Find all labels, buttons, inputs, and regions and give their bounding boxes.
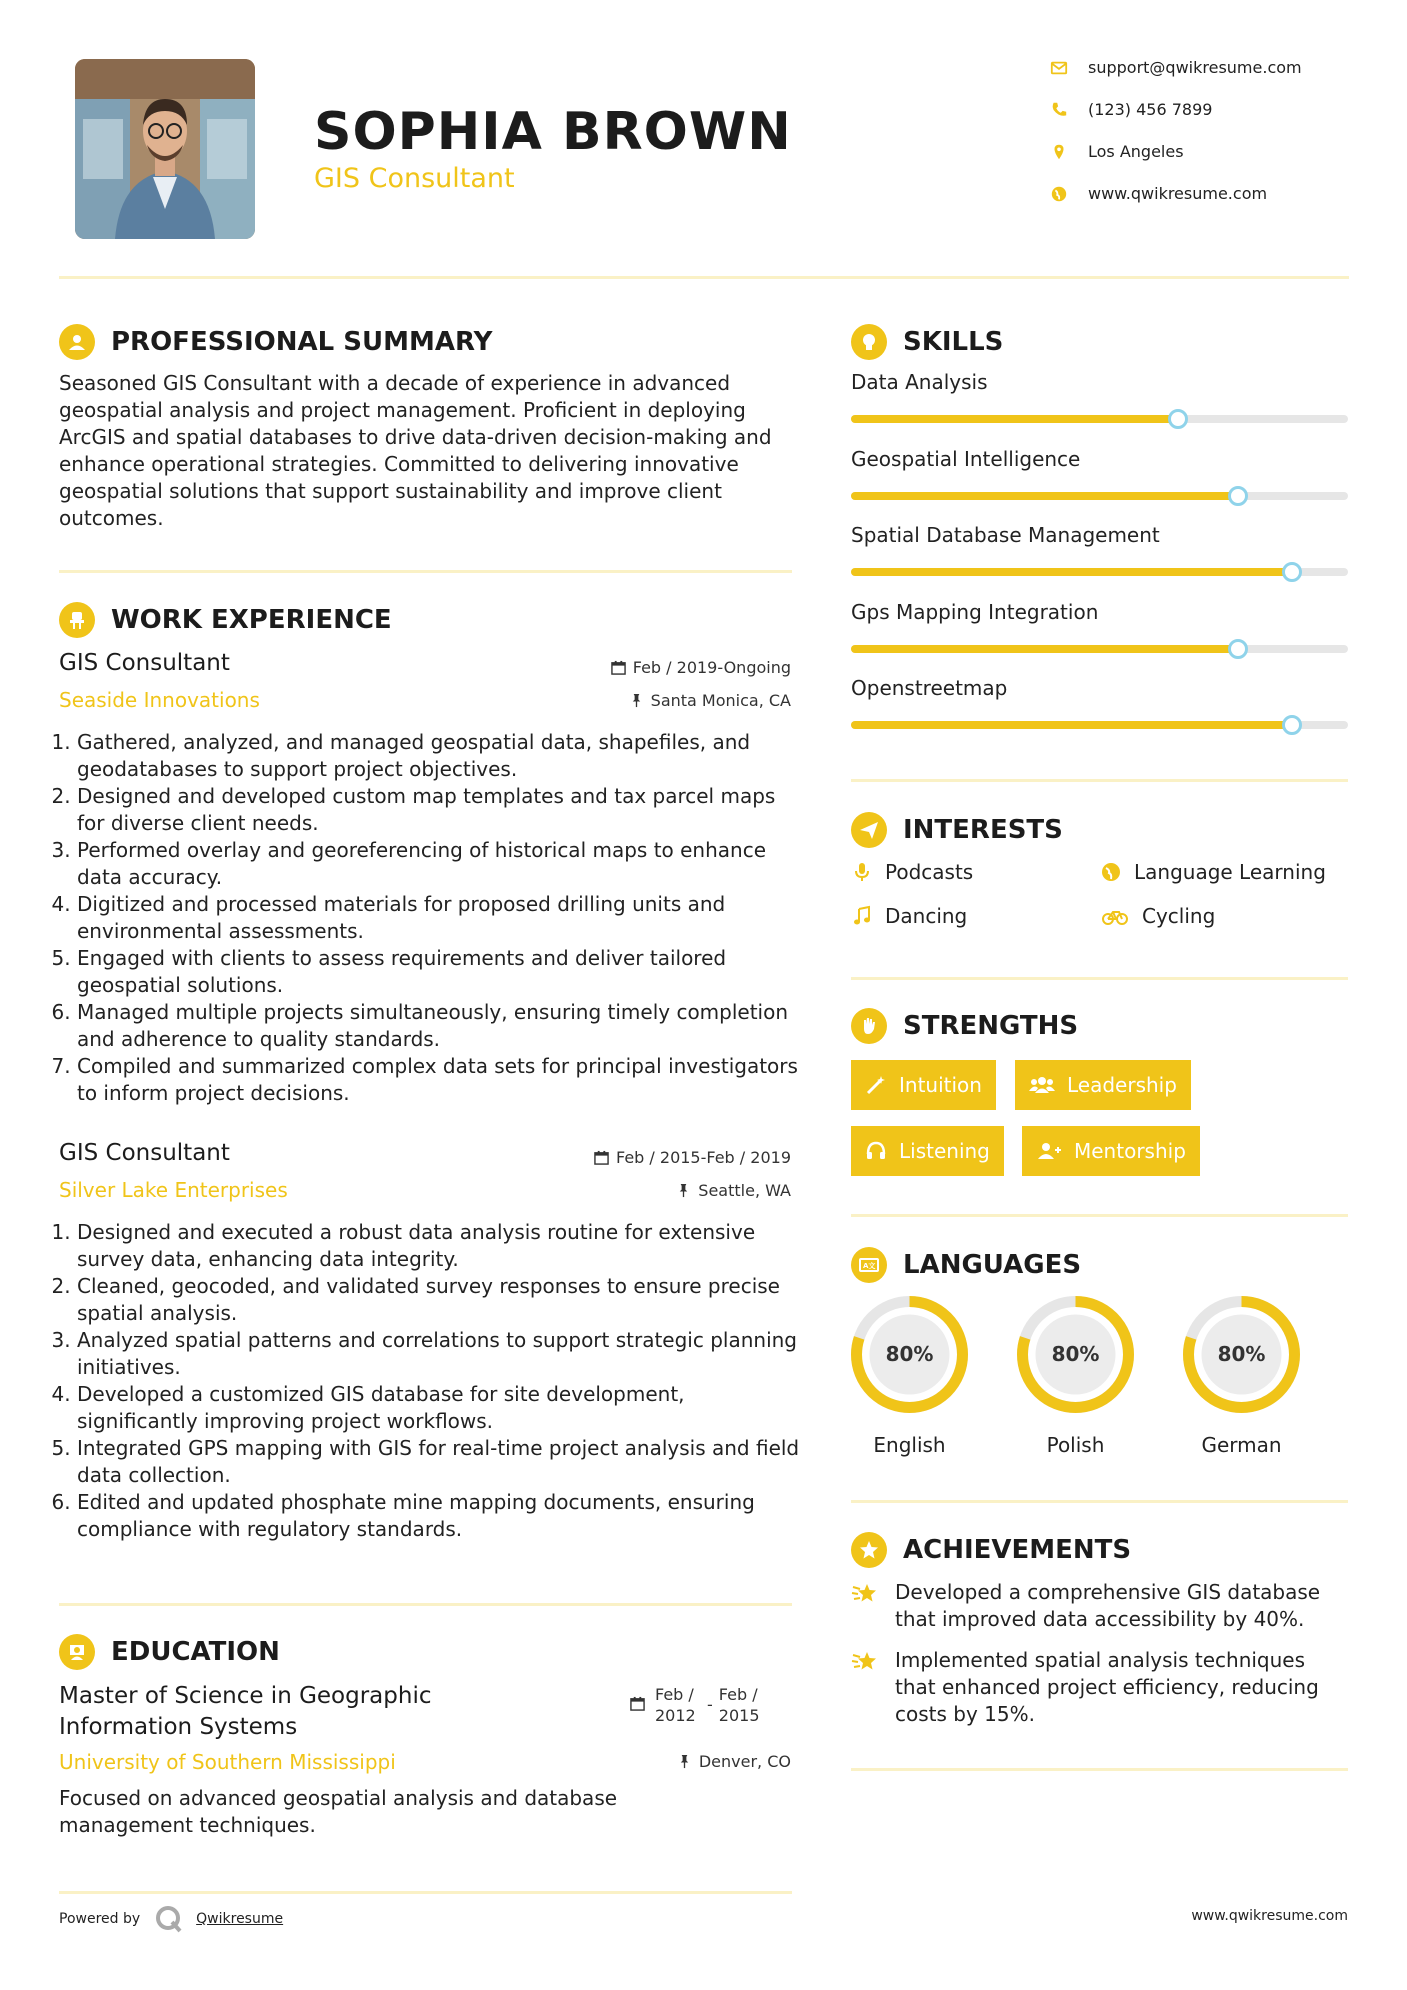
language-percent: 80%: [885, 1342, 934, 1366]
company-name: Seaside Innovations: [59, 688, 260, 712]
paper-plane-icon: [851, 812, 887, 848]
magic-wand-icon: [865, 1074, 887, 1096]
envelope-icon: [1050, 59, 1068, 77]
candidate-title: GIS Consultant: [314, 163, 515, 194]
summary-heading: PROFESSIONAL SUMMARY: [59, 324, 492, 360]
education-location: Denver, CO: [677, 1752, 791, 1771]
education-date: Feb / 2012 - Feb / 2015: [630, 1684, 761, 1726]
list-item: 6. Edited and updated phosphate mine mapping documents, ensuring compliance with regulatory standards.: [77, 1489, 804, 1543]
globe-icon: [1050, 185, 1068, 203]
calendar-icon: [630, 1696, 645, 1711]
microphone-icon: [851, 861, 873, 883]
contact-email[interactable]: support@qwikresume.com: [1050, 58, 1302, 77]
skill-bar-knob: [1228, 486, 1248, 506]
contact-location: Los Angeles: [1050, 142, 1184, 161]
footer-divider: [59, 1891, 792, 1894]
strength-tag: Leadership: [1015, 1060, 1191, 1110]
languages-divider: [851, 1500, 1348, 1503]
interest-item: Language Learning: [1100, 860, 1326, 884]
list-item: 1. Gathered, analyzed, and managed geospatial data, shapefiles, and geodatabases to support project objectives.: [77, 729, 804, 783]
user-icon: [59, 324, 95, 360]
shooting-star-icon: [851, 1647, 879, 1675]
company-name: Silver Lake Enterprises: [59, 1178, 288, 1202]
skill-bar-track: [851, 645, 1348, 653]
svg-text:A文: A文: [863, 1262, 876, 1270]
candidate-name: SOPHIA BROWN: [314, 102, 792, 162]
user-plus-icon: [1036, 1140, 1062, 1162]
list-item: 4. Developed a customized GIS database for site development, significantly improving project workflows.: [77, 1381, 804, 1435]
qwikresume-link[interactable]: Qwikresume: [196, 1911, 284, 1927]
skill-bar-fill: [851, 568, 1293, 576]
pushpin-icon: [676, 1183, 691, 1198]
phone-icon: [1050, 101, 1068, 119]
list-item: 4. Digitized and processed materials for proposed drilling units and environmental assessments.: [77, 891, 804, 945]
skill-name: Openstreetmap: [851, 676, 1008, 700]
job-date: Feb / 2019-Ongoing: [611, 658, 791, 677]
language-name: German: [1201, 1433, 1282, 1457]
list-item: 2. Cleaned, geocoded, and validated survey responses to ensure precise spatial analysis.: [77, 1273, 804, 1327]
skills-heading: SKILLS: [851, 324, 1003, 360]
language-name: English: [873, 1433, 946, 1457]
languages-list: [847, 1292, 1304, 1457]
skill-bar-track: [851, 568, 1348, 576]
language-donut: [847, 1292, 972, 1417]
achievements-divider: [851, 1768, 1348, 1771]
pushpin-icon: [629, 693, 644, 708]
language-percent: 80%: [1217, 1342, 1266, 1366]
job-location: Santa Monica, CA: [629, 691, 791, 710]
language-name: Polish: [1046, 1433, 1105, 1457]
job-bullets: [59, 729, 804, 1107]
translate-icon: [851, 1247, 887, 1283]
skill-row: [851, 447, 1348, 524]
contact-website[interactable]: www.qwikresume.com: [1050, 184, 1267, 203]
language-donut: [1013, 1292, 1138, 1417]
skill-name: Gps Mapping Integration: [851, 599, 1099, 624]
job-date: Feb / 2015-Feb / 2019: [594, 1148, 791, 1167]
education-heading: EDUCATION: [59, 1634, 280, 1670]
skill-name: Spatial Database Management: [851, 523, 1160, 547]
education-description: Focused on advanced geospatial analysis and database management techniques.: [59, 1786, 618, 1837]
experience-heading: WORK EXPERIENCE: [59, 602, 392, 638]
interest-item: Podcasts: [851, 860, 973, 884]
star-icon: [851, 1532, 887, 1568]
achievements-heading: ACHIEVEMENTS: [851, 1532, 1131, 1568]
music-note-icon: [851, 905, 873, 927]
degree-title: Master of Science in Geographic Information Systems: [59, 1683, 432, 1740]
language-item: [1179, 1292, 1304, 1457]
list-item: 2. Designed and developed custom map templates and tax parcel maps for diverse client needs.: [77, 783, 804, 837]
list-item: 3. Analyzed spatial patterns and correlations to support strategic planning initiatives.: [77, 1327, 804, 1381]
powered-by: Powered by Qwikresume: [59, 1904, 283, 1934]
profile-photo: [75, 59, 255, 239]
list-item: 3. Performed overlay and georeferencing of historical maps to enhance data accuracy.: [77, 837, 804, 891]
skill-bar-track: [851, 415, 1348, 423]
interest-item: Dancing: [851, 904, 967, 928]
skill-bar-fill: [851, 721, 1293, 729]
skill-row: [851, 600, 1348, 677]
strength-tag: Intuition: [851, 1060, 996, 1110]
achievement-item: Implemented spatial analysis techniques that enhanced project efficiency, reducing costs by 15%.: [851, 1647, 1351, 1728]
header-divider: [59, 276, 1349, 279]
summary-divider: [59, 570, 792, 573]
skills-list: [851, 370, 1348, 753]
skill-bar-track: [851, 721, 1348, 729]
summary-text: Seasoned GIS Consultant with a decade of experience in advanced geospatial analysis and project management. Proficient in deploying ArcGIS and spatial databases to drive data-driven decision-making and enhance operational strategies. Committed to delivering innovative geospatial solutions that support sustainability and improve client outcomes.: [59, 371, 772, 530]
job-bullets: [59, 1219, 804, 1543]
shooting-star-icon: [851, 1579, 879, 1607]
map-pin-icon: [1050, 143, 1068, 161]
experience-divider: [59, 1603, 792, 1606]
skill-bar-knob: [1282, 715, 1302, 735]
qwikresume-logo-icon: [154, 1904, 184, 1934]
interests-divider: [851, 977, 1348, 980]
hand-icon: [851, 1008, 887, 1044]
calendar-icon: [611, 660, 626, 675]
job-title: GIS Consultant: [59, 650, 230, 676]
skill-bar-fill: [851, 415, 1179, 423]
strength-tag: Mentorship: [1022, 1126, 1200, 1176]
language-item: [847, 1292, 972, 1457]
skill-bar-fill: [851, 492, 1239, 500]
skill-row: [851, 370, 1348, 447]
skills-divider: [851, 779, 1348, 782]
footer-url[interactable]: www.qwikresume.com: [1191, 1908, 1348, 1924]
contact-phone[interactable]: (123) 456 7899: [1050, 100, 1212, 119]
calendar-icon: [594, 1150, 609, 1165]
list-item: 5. Engaged with clients to assess requirements and deliver tailored geospatial solutions.: [77, 945, 804, 999]
achievement-item: Developed a comprehensive GIS database that improved data accessibility by 40%.: [851, 1579, 1351, 1633]
skill-bar-knob: [1228, 639, 1248, 659]
school-name: University of Southern Mississippi: [59, 1750, 396, 1774]
interests-heading: INTERESTS: [851, 812, 1063, 848]
language-percent: 80%: [1051, 1342, 1100, 1366]
skill-bar-knob: [1168, 409, 1188, 429]
job-location: Seattle, WA: [676, 1181, 791, 1200]
skill-bar-fill: [851, 645, 1239, 653]
interest-item: Cycling: [1100, 904, 1215, 928]
strengths-divider: [851, 1214, 1348, 1217]
language-donut: [1179, 1292, 1304, 1417]
language-item: [1013, 1292, 1138, 1457]
skill-bar-knob: [1282, 562, 1302, 582]
job-title: GIS Consultant: [59, 1140, 230, 1166]
languages-heading: A文 LANGUAGES: [851, 1247, 1081, 1283]
chair-icon: [59, 602, 95, 638]
list-item: 1. Designed and executed a robust data analysis routine for extensive survey data, enhancing data integrity.: [77, 1219, 804, 1273]
globe-icon: [1100, 861, 1122, 883]
pushpin-icon: [677, 1754, 692, 1769]
bicycle-icon: [1100, 905, 1130, 927]
list-item: 5. Integrated GPS mapping with GIS for real-time project analysis and field data collection.: [77, 1435, 804, 1489]
strength-tag: Listening: [851, 1126, 1004, 1176]
list-item: 7. Compiled and summarized complex data sets for principal investigators to inform project decisions.: [77, 1053, 804, 1107]
skill-name: Geospatial Intelligence: [851, 446, 1081, 471]
skill-name: Data Analysis: [851, 370, 988, 394]
headphones-icon: [865, 1140, 887, 1162]
graduate-icon: [59, 1634, 95, 1670]
users-icon: [1029, 1074, 1055, 1096]
list-item: 6. Managed multiple projects simultaneously, ensuring timely completion and adherence to quality standards.: [77, 999, 804, 1053]
skill-row: [851, 676, 1348, 753]
lightbulb-icon: [851, 324, 887, 360]
skill-bar-track: [851, 492, 1348, 500]
skill-row: [851, 523, 1348, 600]
strengths-heading: STRENGTHS: [851, 1008, 1078, 1044]
